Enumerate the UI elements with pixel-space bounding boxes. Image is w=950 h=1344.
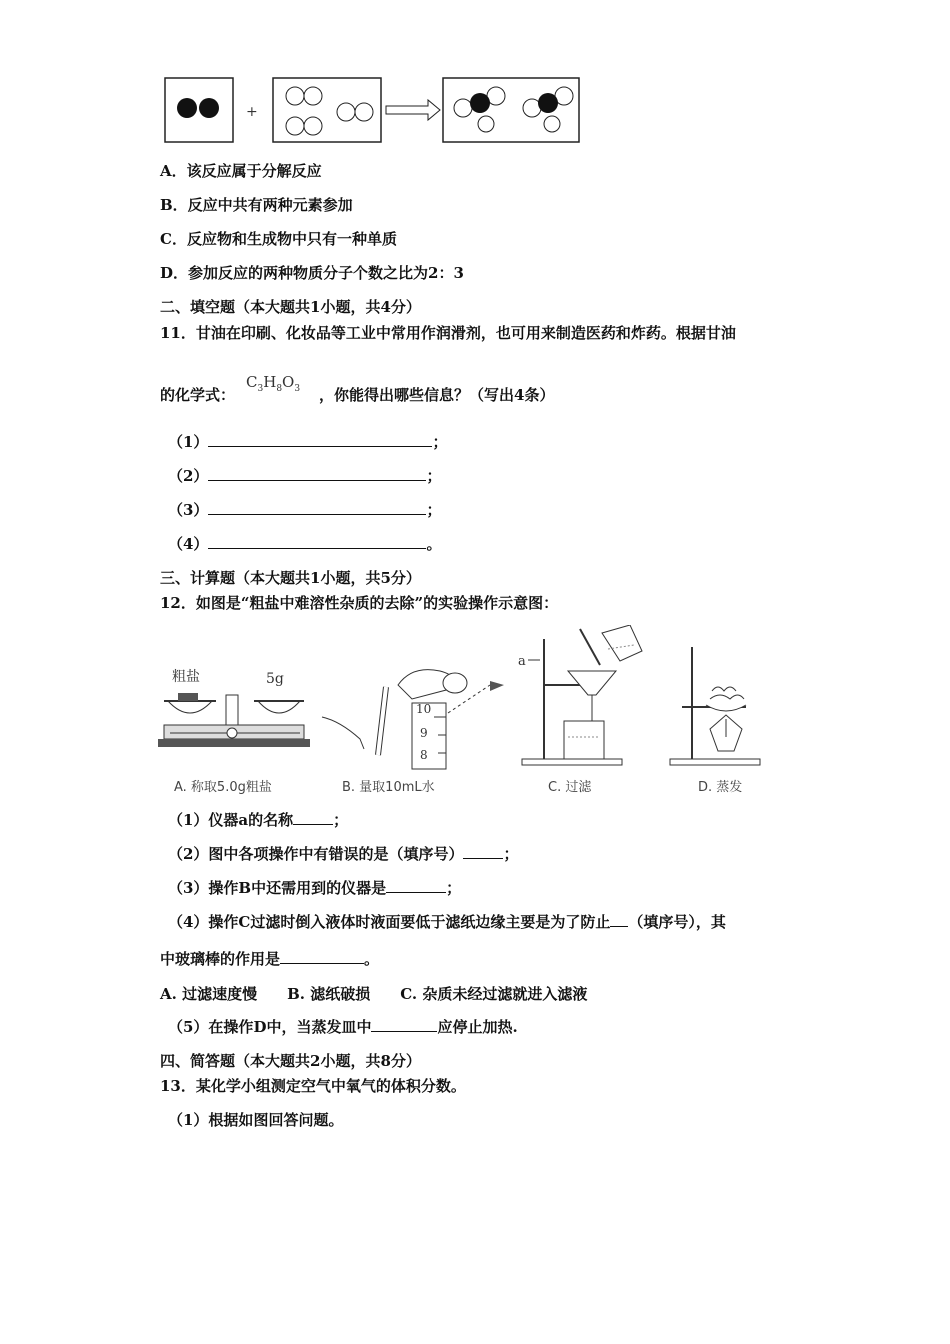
tick-10: 10 <box>416 702 432 716</box>
blank-line[interactable] <box>208 500 426 515</box>
salt-label: 粗盐 <box>172 669 200 685</box>
question-11-text: 11．甘油在印刷、化妆品等工业中常用作润滑剂，也可用来制造医药和炸药。根据甘油 <box>160 324 736 342</box>
option-c: C．反应物和生成物中只有一种单质 <box>160 230 397 248</box>
lab-operations-figure <box>150 625 780 775</box>
white-atom <box>304 87 322 105</box>
question-12-3: （3）操作B中还需用到的仪器是 ； <box>168 879 462 897</box>
reactant-box-1 <box>165 78 233 142</box>
section-heading: 二、填空题（本大题共1小题，共4分） <box>160 298 421 316</box>
question-12-5: （5）在操作D中，当蒸发皿中 应停止加热. <box>168 1018 518 1036</box>
white-atom <box>304 117 322 135</box>
blank-line[interactable] <box>280 949 364 964</box>
section-heading: 四、简答题（本大题共2小题，共8分） <box>160 1052 421 1070</box>
caption-b: B. 量取10mL水 <box>342 780 435 795</box>
tick-8: 8 <box>420 748 428 762</box>
caption-d: D. 蒸发 <box>698 780 743 795</box>
caption-c: C. 过滤 <box>548 780 592 795</box>
option-a: A．该反应属于分解反应 <box>160 162 322 180</box>
answer-blank-3: （3） ； <box>168 501 442 519</box>
option-d: D．参加反应的两种物质分子个数之比为2：3 <box>160 264 464 282</box>
question-13-1: （1）根据如图回答问题。 <box>168 1111 344 1129</box>
plus-sign: + <box>246 104 258 120</box>
answer-blank-1: （1） ； <box>168 433 448 451</box>
section-heading: 三、计算题（本大题共1小题，共5分） <box>160 569 421 587</box>
balance-illustration <box>158 668 310 747</box>
blank-line[interactable] <box>463 844 503 859</box>
blank-line[interactable] <box>208 432 432 447</box>
black-atom <box>470 93 490 113</box>
chemical-formula: $C_3H_8O_3$ <box>246 373 301 394</box>
white-atom <box>454 99 472 117</box>
answer-blank-4: （4） 。 <box>168 535 442 553</box>
option-a: A. 过滤速度慢 <box>160 985 258 1003</box>
question-12-4: （4）操作C过滤时倒入液体时液面要低于滤纸边缘主要是为了防止 （填序号），其 <box>168 913 726 931</box>
question-11-text-2: 的化学式： ，你能得出哪些信息？（写出4条） <box>160 386 555 404</box>
blank-line[interactable] <box>610 912 628 927</box>
question-12-2: （2）图中各项操作中有错误的是（填序号） ； <box>168 845 519 863</box>
black-atom <box>177 98 197 118</box>
question-12-1: （1）仪器a的名称 ； <box>168 811 349 829</box>
reaction-arrow <box>386 100 440 120</box>
filtration-illustration <box>518 625 642 765</box>
question-12-title: 12．如图是“粗盐中难溶性杂质的去除”的实验操作示意图： <box>160 594 559 612</box>
white-atom <box>544 116 560 132</box>
label-a: a <box>518 654 526 669</box>
option-b: B. 滤纸破损 <box>287 985 371 1003</box>
evaporation-illustration <box>670 647 760 765</box>
blank-line[interactable] <box>208 466 426 481</box>
answer-blank-2: （2） ； <box>168 467 442 485</box>
question-12-4-line2: 中玻璃棒的作用是 。 <box>160 950 380 968</box>
measuring-cylinder-illustration <box>322 670 504 769</box>
question-13-title: 13．某化学小组测定空气中氧气的体积分数。 <box>160 1077 466 1095</box>
caption-a: A. 称取5.0g粗盐 <box>174 780 272 795</box>
black-atom <box>199 98 219 118</box>
tick-9: 9 <box>420 726 428 740</box>
option-b: B．反应中共有两种元素参加 <box>160 196 353 214</box>
weight-label: 5g <box>266 671 284 687</box>
blank-line[interactable] <box>208 534 426 549</box>
black-atom <box>538 93 558 113</box>
option-c: C. 杂质未经过滤就进入滤液 <box>400 985 588 1003</box>
options-row <box>160 984 587 1004</box>
white-atom <box>286 117 304 135</box>
reaction-diagram <box>160 72 590 150</box>
white-atom <box>286 87 304 105</box>
white-atom <box>337 103 355 121</box>
white-atom <box>478 116 494 132</box>
blank-line[interactable] <box>371 1017 437 1032</box>
white-atom <box>355 103 373 121</box>
blank-line[interactable] <box>293 810 333 825</box>
blank-line[interactable] <box>386 878 446 893</box>
